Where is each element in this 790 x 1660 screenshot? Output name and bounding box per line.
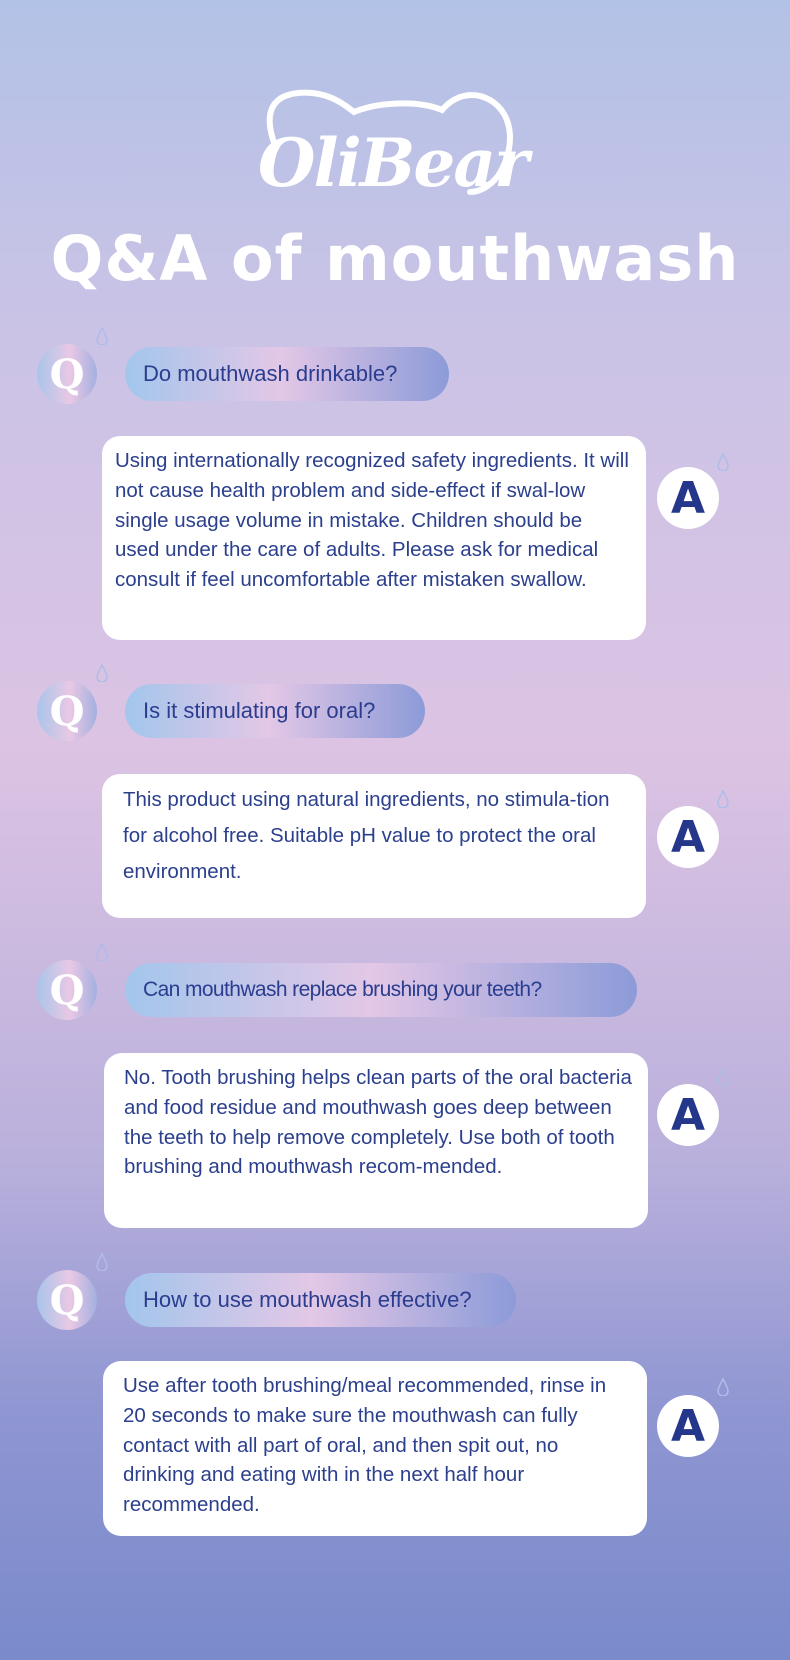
- question-pill: Is it stimulating for oral?: [125, 684, 425, 738]
- brand-logo: [258, 88, 527, 213]
- water-drop-icon: [716, 1068, 730, 1086]
- answer-badge: A: [657, 467, 719, 529]
- answer-badge: A: [657, 1084, 719, 1146]
- answer-card: Use after tooth brushing/meal recommended, rinse in 20 seconds to make sure the mouthwash can fully contact with all part of oral, and then spit out, no drinking and eating with in the next half hour recommended.: [103, 1361, 647, 1536]
- water-drop-icon: [95, 1253, 109, 1271]
- water-drop-icon: [95, 327, 109, 345]
- answer-card: Using internationally recognized safety ingredients. It will not cause health problem and side-effect if swal-low single usage volume in mistake. Children should be used under the care of adults. Please ask for medical consult if feel uncomfortable after mistaken swallow.: [102, 436, 646, 640]
- water-drop-icon: [716, 453, 730, 471]
- page-title: Q&A of mouthwash: [50, 222, 740, 295]
- answer-badge: A: [657, 806, 719, 868]
- answer-card: This product using natural ingredients, no stimula-tion for alcohol free. Suitable pH value to protect the oral environment.: [102, 774, 646, 918]
- question-badge: Q: [37, 1270, 97, 1330]
- question-pill: Can mouthwash replace brushing your teeth?: [125, 963, 637, 1017]
- question-badge: Q: [37, 960, 97, 1020]
- water-drop-icon: [716, 1378, 730, 1396]
- water-drop-icon: [716, 790, 730, 808]
- answer-badge: A: [657, 1395, 719, 1457]
- question-badge: Q: [37, 681, 97, 741]
- question-pill: Do mouthwash drinkable?: [125, 347, 449, 401]
- water-drop-icon: [95, 943, 109, 961]
- question-pill: How to use mouthwash effective?: [125, 1273, 516, 1327]
- brand-logo-text: OliBear: [258, 124, 527, 202]
- question-badge: Q: [37, 344, 97, 404]
- water-drop-icon: [95, 664, 109, 682]
- answer-card: No. Tooth brushing helps clean parts of the oral bacteria and food residue and mouthwash goes deep between the teeth to help remove completely. Use both of tooth brushing and mouthwash recom-mended.: [104, 1053, 648, 1228]
